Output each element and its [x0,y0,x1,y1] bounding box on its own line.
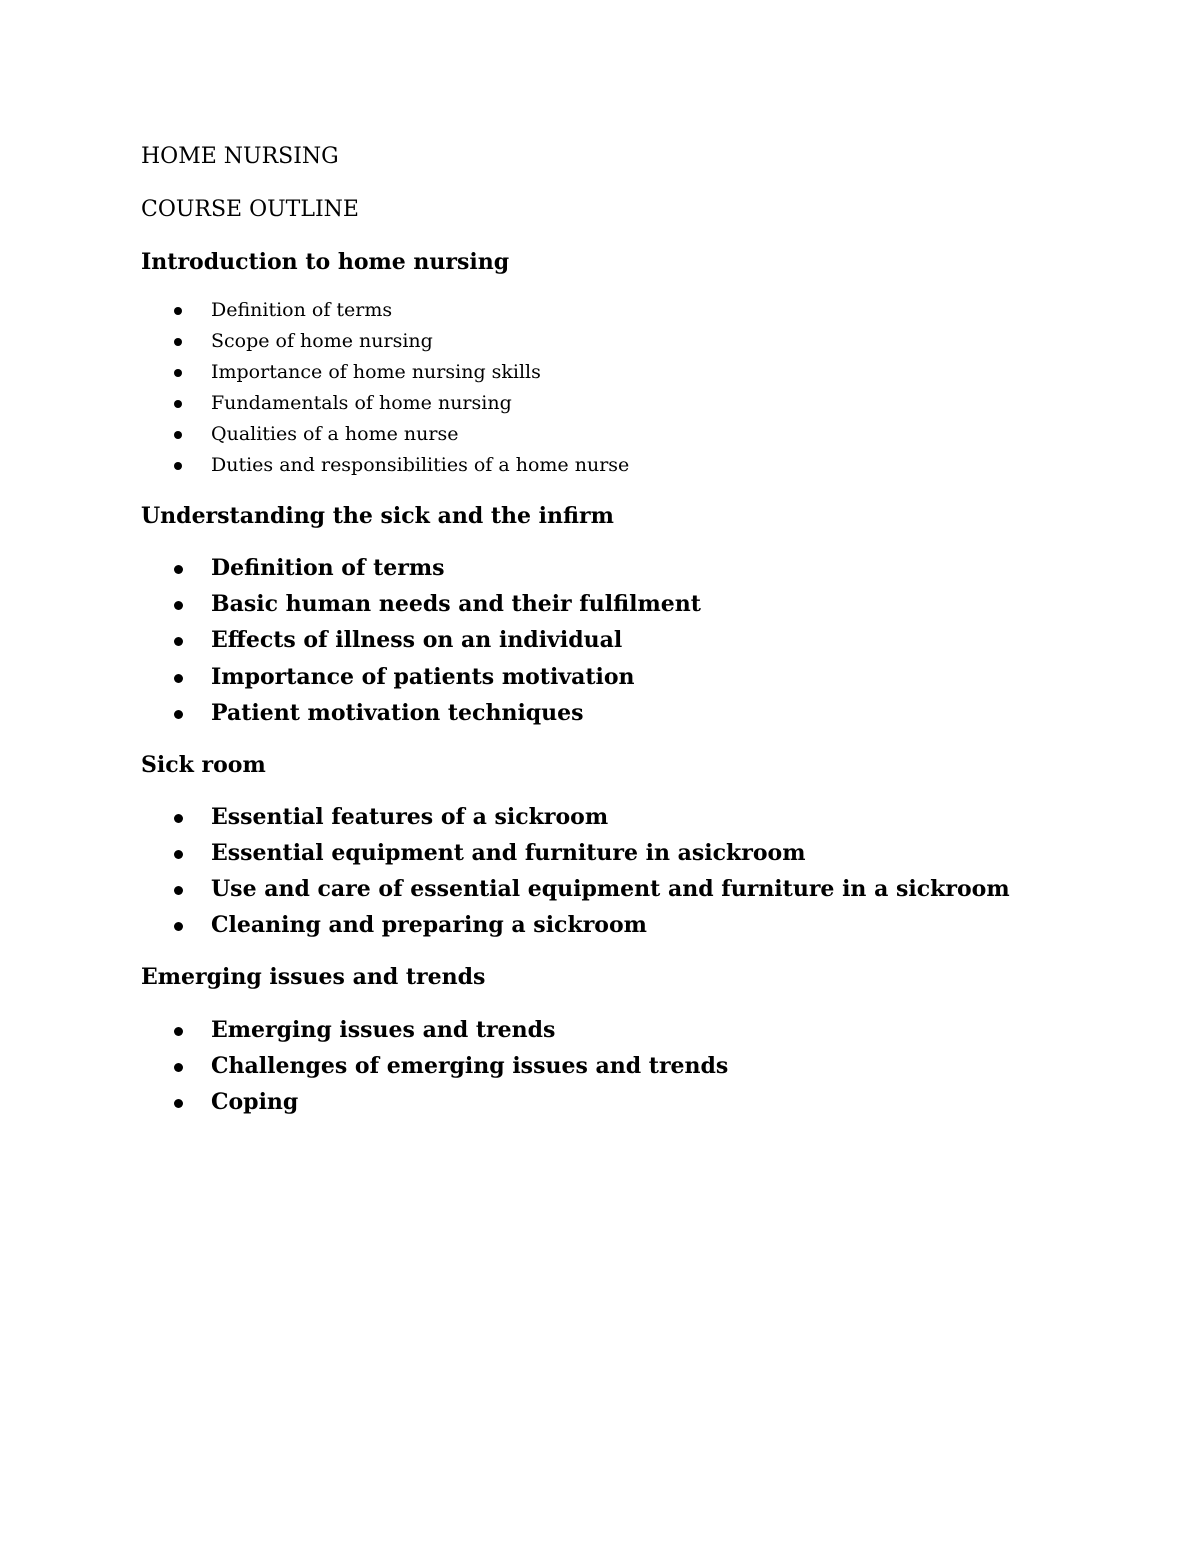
bullet-icon [174,814,183,823]
document-subtitle: COURSE OUTLINE [141,197,359,222]
section-heading: Emerging issues and trends [141,964,486,990]
bullet-icon [174,1027,183,1036]
section-heading: Sick room [141,752,266,778]
bullet-icon [174,369,182,377]
bullet-icon [174,674,183,683]
bullet-icon [174,637,183,646]
bullet-icon [174,462,182,470]
bullet-icon [174,565,183,574]
document-title: HOME NURSING [141,144,339,169]
bullet-icon [174,922,183,931]
bullet-icon [174,601,183,610]
bullet-icon [174,431,182,439]
bullet-icon [174,1063,183,1072]
bullet-icon [174,886,183,895]
bullet-icon [174,850,183,859]
section-heading: Understanding the sick and the infirm [141,503,614,529]
bullet-icon [174,710,183,719]
bullet-icon [174,338,182,346]
section-heading: Introduction to home nursing [141,249,510,275]
bullet-icon [174,1099,183,1108]
bullet-icon [174,400,182,408]
document-page: HOME NURSING COURSE OUTLINE Introduction to home nursing Definition of terms Scope of home nursing Importance of home nursing skills Fundamentals of home nursing Qualities of a home nurse Duties and responsibilities of a home nurse Understanding the sick and the infirm Definition of terms Basic human needs and their fulfilment Effects of illness on an individual Importance of patients motivation Patient motivation techniques Sick room Essential features of a sickroom Essential equipment and furniture in asickroom Use and care of essential equipment and furniture in a sickroom Cleaning and preparing a sickroom Emerging issues and trends Emerging issues and trends Challenges of emerging issues and trends Coping [141,144,1010,1115]
bullet-icon [174,307,182,315]
